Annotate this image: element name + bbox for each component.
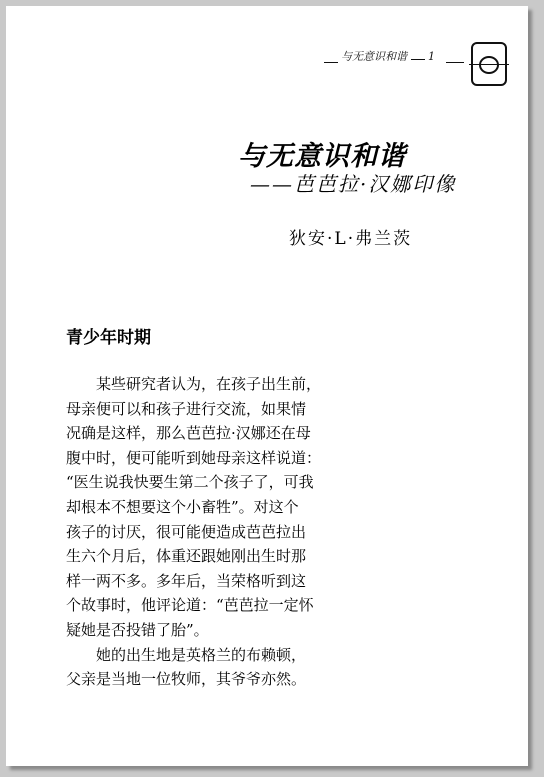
paragraph-1	[66, 372, 342, 643]
text-line: 疑她是否投错了胎”。	[66, 620, 209, 639]
text-line: 却根本不想要这个小畜牲”。对这个	[66, 497, 299, 516]
chapter-title: 与无意识和谐	[238, 141, 406, 172]
running-head-rule-left	[324, 62, 338, 63]
section-heading: 青少年时期	[66, 328, 151, 348]
text-line: 腹中时，便可能听到她母亲这样说道：	[66, 448, 322, 467]
text-line: 某些研究者认为，在孩子出生前，	[96, 375, 322, 393]
text-line: 她的出生地是英格兰的布赖顿，	[96, 645, 307, 664]
chapter-tab-icon	[471, 42, 507, 86]
text-line: “医生说我快要生第二个孩子了，可我	[66, 473, 314, 492]
text-line: 父亲是当地一位牧师，其爷爷亦然。	[66, 670, 307, 689]
running-head	[341, 48, 435, 64]
text-line: 母亲便可以和孩子进行交流，如果情	[66, 399, 307, 418]
paragraph-2	[66, 643, 342, 692]
book-page	[6, 6, 528, 766]
text-line: 样一两不多。多年后，当荣格听到这	[66, 571, 307, 590]
text-line: 个故事时，他评论道：“芭芭拉一定怀	[66, 596, 314, 615]
running-head-page-number: 1	[428, 50, 435, 63]
text-line: 况确是这样，那么芭芭拉·汉娜还在母	[66, 424, 311, 443]
running-head-rule-right	[446, 62, 464, 63]
text-line: 孩子的讨厌，很可能便造成芭芭拉出	[66, 522, 307, 541]
chapter-tab-ring-icon	[479, 56, 499, 74]
chapter-author: 狄安·L·弗兰茨	[289, 229, 413, 249]
chapter-subtitle: ——芭芭拉·汉娜印像	[250, 172, 457, 196]
running-head-title: 与无意识和谐	[341, 50, 407, 63]
text-line: 生六个月后，体重还跟她刚出生时那	[66, 547, 307, 566]
body-text	[66, 372, 342, 692]
